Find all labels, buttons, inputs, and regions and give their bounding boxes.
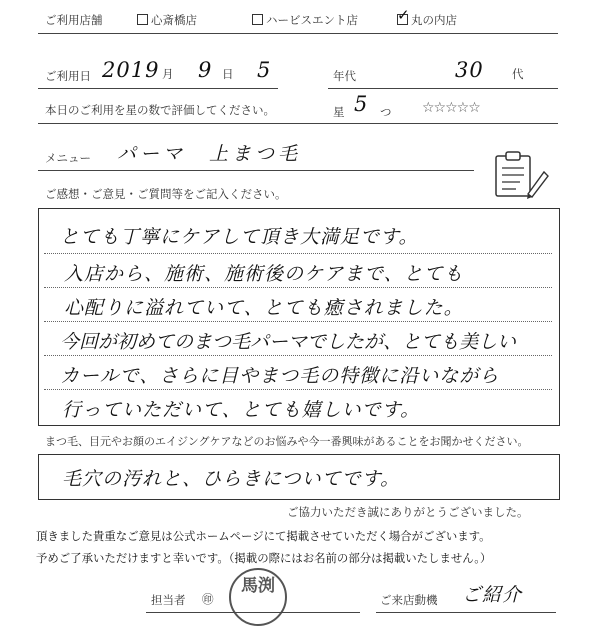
age-unit: 代 [512, 67, 524, 81]
store-option-marunouchi: ✓ 丸の内店 [397, 6, 457, 27]
comments-rule [44, 287, 552, 288]
date-underline [38, 88, 278, 89]
rating-stars: ☆☆☆☆☆ [422, 100, 480, 116]
comment-line: 心配りに溢れていて、とても癒されました。 [64, 297, 464, 319]
checkmark-icon: ✓ [397, 6, 410, 24]
month-unit: 日 [222, 67, 234, 81]
comment-line: 入店から、施術、施術後のケアまで、とても [64, 263, 464, 285]
comments-rule [44, 321, 552, 322]
divider [38, 123, 558, 124]
motive-underline [376, 612, 556, 613]
checkbox-shinsaibashi [137, 14, 148, 25]
comment-line: 今回が初めてのまつ毛パーマでしたが、とても美しい [60, 331, 517, 353]
divider [38, 33, 558, 34]
date-day: 5 [257, 58, 272, 82]
date-month: 9 [198, 58, 213, 82]
motive-value: ご紹介 [462, 584, 523, 606]
comment-line: 行っていただいて、とても嬉しいです。 [62, 399, 421, 421]
comments-label: ご感想・ご意見・ご質問等をご記入ください。 [45, 187, 287, 201]
comment-line: とても丁寧にケアして頂き大満足です。 [60, 226, 419, 248]
staff-label: 担当者 [151, 593, 186, 607]
year-unit: 月 [162, 67, 174, 81]
rating-value: 5 [354, 92, 369, 116]
rating-unit: つ [380, 105, 392, 119]
staff-underline [146, 612, 360, 613]
clipboard-icon [492, 150, 550, 200]
motive-label: ご来店動機 [380, 593, 438, 607]
concerns-answer: 毛穴の汚れと、ひらきについてです。 [62, 468, 401, 490]
seal-mark: ㊞ [202, 592, 214, 606]
star-label: 星 [333, 105, 345, 119]
store-label: ご利用店舗 [45, 13, 103, 27]
date-year: 2019 [102, 58, 160, 82]
menu-value: パーマ 上まつ毛 [117, 143, 302, 165]
stamp-text: 馬渕 [241, 576, 275, 596]
comments-rule [44, 355, 552, 356]
age-label: 年代 [333, 69, 356, 83]
notice-text: 予めご了承いただけますと幸いです。（掲載の際にはお名前の部分は掲載いたしません。） [36, 551, 492, 565]
concerns-label: まつ毛、目元やお顔のエイジングケアなどのお悩みや今一番興味があることをお聞かせください。 [45, 435, 529, 448]
age-underline [328, 88, 558, 89]
checkbox-marunouchi [397, 6, 410, 25]
menu-label: メニュー [45, 151, 91, 165]
comment-line: カールで、さらに目やまつ毛の特徴に沿いながら [60, 365, 500, 387]
thanks-text: ご協力いただき誠にありがとうございました。 [287, 505, 529, 519]
menu-underline [38, 170, 474, 171]
comments-rule [44, 389, 552, 390]
name-stamp [229, 568, 287, 626]
age-value: 30 [455, 58, 484, 82]
checkbox-herbis [252, 14, 263, 25]
store-option-shinsaibashi: 心斎橋店 [137, 12, 197, 28]
store-option-herbis: ハービスエント店 [252, 12, 358, 28]
notice-text: 頂きました貴重なご意見は公式ホームページにて掲載させていただく場合がございます。 [36, 529, 491, 543]
date-label: ご利用日 [45, 69, 91, 83]
rating-prompt: 本日のご利用を星の数で評価してください。 [45, 103, 275, 117]
comments-rule [44, 253, 552, 254]
